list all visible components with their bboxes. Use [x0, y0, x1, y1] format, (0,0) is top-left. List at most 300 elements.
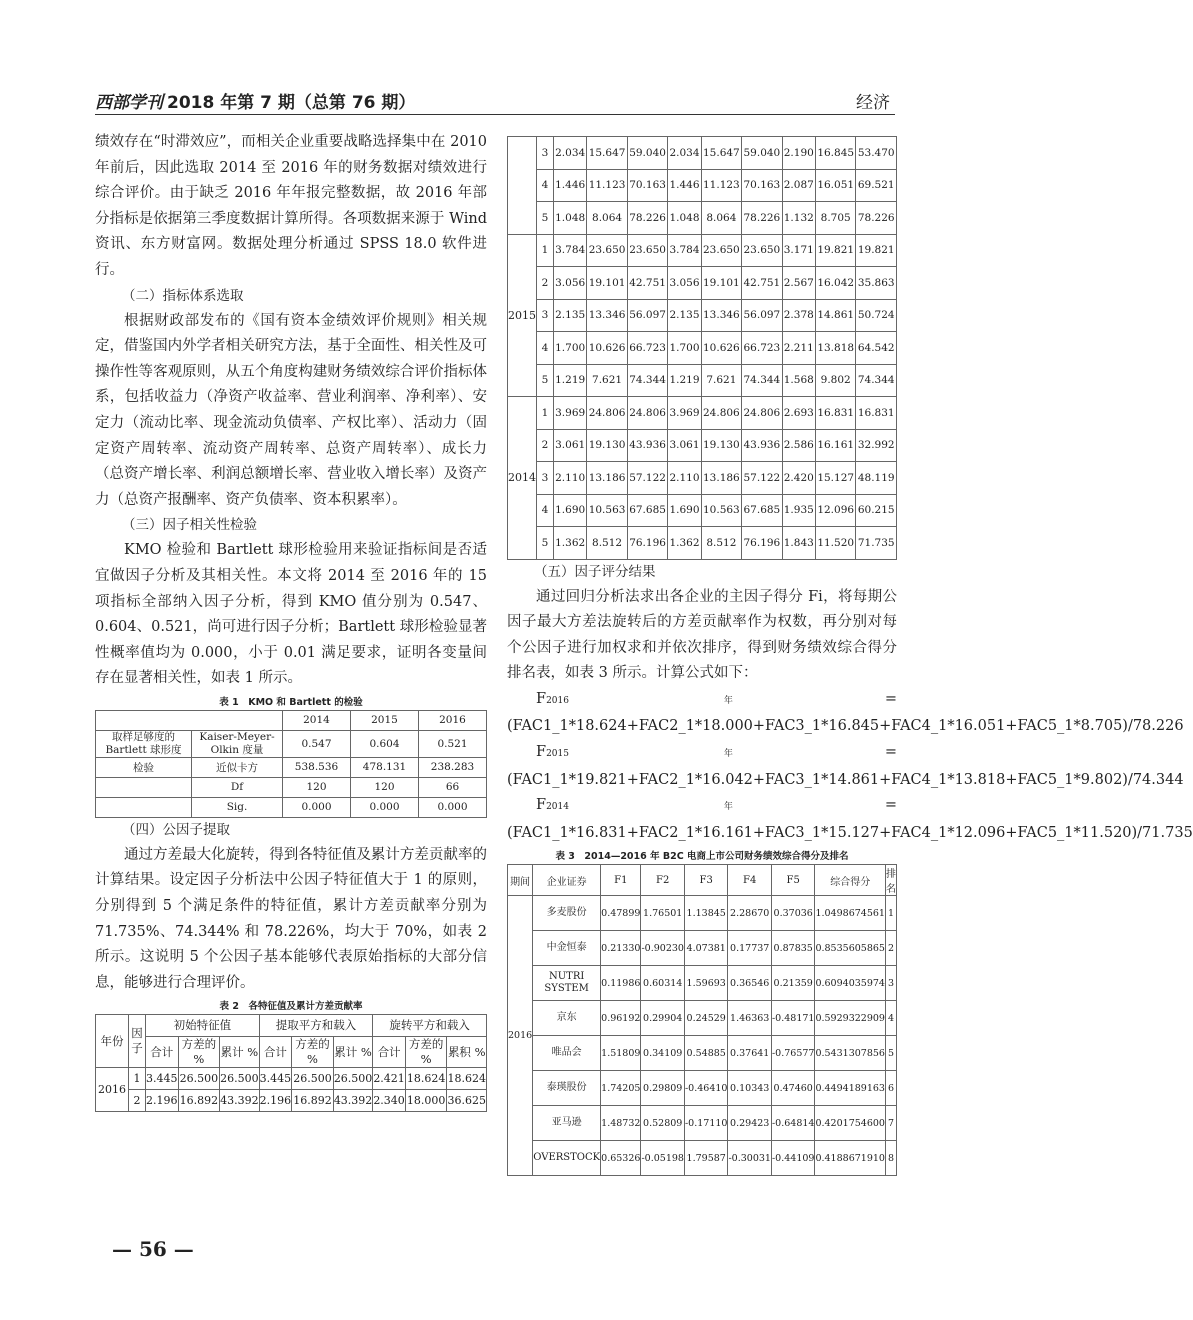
t3-head-cell: F1 [601, 865, 641, 896]
t2-cell: 26.500 [333, 1068, 373, 1090]
t3-cell: 4 [885, 1001, 896, 1036]
heading-indicators: （二）指标体系选取 [122, 287, 244, 304]
t3-cell: 1.59693 [684, 966, 728, 1001]
t2-head: 方差的 % [292, 1037, 334, 1068]
t2-cell: 2 [537, 429, 554, 462]
t2-cell: 18.000 [405, 1090, 447, 1112]
t2-year-cell: 2015 [508, 234, 537, 397]
t2-cell: 78.226 [627, 202, 668, 235]
t2-cell: 4 [537, 494, 554, 527]
table-row [508, 364, 897, 397]
t2-head: 累计 % [220, 1037, 260, 1068]
table-row [508, 397, 897, 430]
t1-kmo-label: Kaiser-Meyer-Olkin 度量 [192, 730, 283, 757]
formula-2016: F2016 年=(FAC1_1*18.624+FAC2_1*18.000+FAC3_1*16.845+FAC4_1*16.051+FAC5_1*8.705)/78.226 [507, 690, 1184, 735]
t2-cell: 35.863 [856, 267, 897, 300]
t2-head: 提取平方和载入 [259, 1015, 373, 1037]
t2-cell: 16.831 [815, 397, 856, 430]
t2-cell: 1.219 [554, 364, 587, 397]
header-rule [95, 114, 895, 115]
t2-cell: 1.935 [782, 494, 815, 527]
t2-cell: 59.040 [627, 137, 668, 170]
table-row [508, 299, 897, 332]
t2-cell: 2.567 [782, 267, 815, 300]
t2-cell: 1.843 [782, 527, 815, 560]
t2-cell: 4 [537, 169, 554, 202]
table-row [508, 137, 897, 170]
t2-cell: 43.392 [333, 1090, 373, 1112]
t3-cell: 0.34109 [641, 1036, 685, 1071]
t2-cell: 8.705 [815, 202, 856, 235]
t2-cell: 2.420 [782, 462, 815, 495]
t2-head: 方差的 % [405, 1037, 447, 1068]
t2-cell: 2.340 [373, 1090, 406, 1112]
t2-cell: 2.034 [554, 137, 587, 170]
t2-cell: 1.690 [554, 494, 587, 527]
kmo-table [95, 710, 487, 818]
t2-cell: 3.061 [554, 429, 587, 462]
paragraph-3: KMO 检验和 Bartlett 球形检验用来验证指标间是否适宜做因子分析及其相关性。本文将 2014 至 2016 年的 15 项指标全部纳入因子分析，得到 KMO 值分别为 0.547、0.604、0.521，尚可进行因子分析；Bartlett 球形检验显著性概率值均为 0.000，小于 0.01 满足要求，证明各变量间存在显著相关性，如表 1 所示。 [95, 542, 487, 687]
t2-cell: 10.626 [587, 332, 628, 365]
t2-cell: 10.563 [587, 494, 628, 527]
t2-cell: 3.056 [554, 267, 587, 300]
t2-cell: 1.219 [668, 364, 701, 397]
t2-head: 合计 [259, 1037, 292, 1068]
t3-cell: 0.60314 [641, 966, 685, 1001]
t2-cell: 2.110 [668, 462, 701, 495]
t2-cell: 57.122 [627, 462, 668, 495]
t2-cell: 2 [537, 267, 554, 300]
t3-cell: 0.65326 [601, 1141, 641, 1176]
t2-cell: 2 [129, 1090, 146, 1112]
t2-cell: 1.446 [668, 169, 701, 202]
eigenvalue-table-continued [507, 136, 897, 560]
t2-cell: 2.196 [146, 1090, 179, 1112]
t2-cell: 7.621 [701, 364, 742, 397]
t3-cell: 1.74205 [601, 1071, 641, 1106]
t3-cell: -0.46410 [684, 1071, 728, 1106]
t2-cell: 16.051 [815, 169, 856, 202]
table-row [508, 332, 897, 365]
t2-cell: 2.421 [373, 1068, 406, 1090]
t2-cell: 15.127 [815, 462, 856, 495]
t1-cell: 478.131 [351, 757, 419, 777]
t2-cell: 9.802 [815, 364, 856, 397]
table-row [508, 1141, 897, 1176]
issue-number: 2018 年第 7 期（总第 76 期） [167, 93, 416, 113]
t3-cell: 0.21359 [771, 966, 815, 1001]
t3-cell: 0.87835 [771, 931, 815, 966]
t3-cell: 0.54885 [684, 1036, 728, 1071]
t2-cell: 15.647 [701, 137, 742, 170]
journal-title [95, 88, 415, 113]
t2-cell: 3.784 [668, 234, 701, 267]
t3-cell: 0.10343 [728, 1071, 772, 1106]
t2-cell: 26.500 [178, 1068, 220, 1090]
t2-cell: 8.512 [701, 527, 742, 560]
t3-cell: 6 [885, 1071, 896, 1106]
t1-cell: 0.521 [419, 730, 487, 757]
formula-2014: F2014 年=(FAC1_1*16.831+FAC2_1*16.161+FAC3_1*15.127+FAC4_1*12.096+FAC5_1*11.520)/71.735 [507, 797, 1193, 841]
table-row [508, 169, 897, 202]
t3-cell: 2 [885, 931, 896, 966]
t3-company-cell: 多麦股份 [533, 896, 601, 931]
t3-head-cell: 期间 [508, 865, 533, 896]
t2-cell: 1 [537, 397, 554, 430]
table1-caption: 表 1 KMO 和 Bartlett 的检验 [219, 696, 363, 708]
table-row [508, 234, 897, 267]
t3-cell: -0.05198 [641, 1141, 685, 1176]
t2-head: 年份 [96, 1015, 129, 1068]
t2-cell: 8.512 [587, 527, 628, 560]
t3-cell: -0.48171 [771, 1001, 815, 1036]
t1-cell: 66 [419, 777, 487, 797]
score-ranking-table [507, 864, 897, 1176]
t3-head-cell: F5 [771, 865, 815, 896]
t2-cell: 56.097 [627, 299, 668, 332]
heading-scores: （五）因子评分结果 [534, 563, 656, 580]
t3-cell: 0.52809 [641, 1106, 685, 1141]
t2-cell: 64.542 [856, 332, 897, 365]
t2-cell: 3 [537, 137, 554, 170]
t2-cell: 1.048 [668, 202, 701, 235]
t2-cell: 15.647 [587, 137, 628, 170]
t2-cell: 1.568 [782, 364, 815, 397]
t1-year: 2016 [419, 710, 487, 730]
t3-cell: -0.90230 [641, 931, 685, 966]
t1-cell: 120 [351, 777, 419, 797]
t2-cell: 69.521 [856, 169, 897, 202]
heading-extraction: （四）公因子提取 [122, 821, 230, 838]
paragraph-4: 通过方差最大化旋转，得到各特征值及累计方差贡献率的计算结果。设定因子分析法中公因子特征值大于 1 的原则，分别得到 5 个满足条件的特征值，累计方差贡献率分别为 71.735%、74.344% 和 78.226%，均大于 70%，如表 2 所示。这说明 5 个公因子基本能够代表原始指标的大部分信息，能够进行合理评价。 [95, 846, 487, 991]
t2-cell: 11.123 [701, 169, 742, 202]
t3-cell: 3 [885, 966, 896, 1001]
formula-2015: F2015 年=(FAC1_1*19.821+FAC2_1*16.042+FAC3_1*14.861+FAC4_1*13.818+FAC5_1*9.802)/74.344 [507, 744, 1184, 788]
t2-cell: 71.735 [856, 527, 897, 560]
t2-cell: 78.226 [742, 202, 783, 235]
paragraph-1: 绩效存在“时滞效应”，而相关企业重要战略选择集中在 2010 年前后，因此选取 2014 至 2016 年的财务数据对绩效进行综合评价。由于缺乏 2016 年年报完整数据，故 2016 年部分指标是依据第三季度数据计算所得。各项数据来源于 Wind 资讯、东方财富网。数据处理分析通过 SPSS 18.0 软件进行。 [95, 134, 487, 278]
t2-cell: 43.936 [627, 429, 668, 462]
t1-label-b: 检验 [96, 757, 192, 777]
t2-cell: 26.500 [220, 1068, 260, 1090]
t2-cell: 42.751 [627, 267, 668, 300]
t2-cell: 8.064 [587, 202, 628, 235]
table-row [96, 1090, 487, 1112]
t2-cell: 74.344 [742, 364, 783, 397]
t2-cell: 74.344 [856, 364, 897, 397]
t3-head-cell: 企业证券 [533, 865, 601, 896]
t2-cell: 5 [537, 202, 554, 235]
t1-cell: 238.283 [419, 757, 487, 777]
t3-cell: -0.30031 [728, 1141, 772, 1176]
t2-cell: 50.724 [856, 299, 897, 332]
t3-cell: 1.51809 [601, 1036, 641, 1071]
t2-cell: 19.130 [701, 429, 742, 462]
t3-cell: 0.5431307856 [815, 1036, 886, 1071]
left-column [95, 130, 487, 1112]
t1-year: 2015 [351, 710, 419, 730]
t2-cell: 13.346 [587, 299, 628, 332]
t2-cell: 2.378 [782, 299, 815, 332]
table-row [508, 966, 897, 1001]
t2-cell: 3.784 [554, 234, 587, 267]
t2-cell: 67.685 [627, 494, 668, 527]
t3-cell: 0.4201754600 [815, 1106, 886, 1141]
paragraph-5: 通过回归分析法求出各企业的主因子得分 Fi，将每期公因子最大方差法旋转后的方差贡献率作为权数，再分别对每个公因子进行加权求和并依次排序，得到财务绩效综合得分排名表，如表 3 所示。计算公式如下： [507, 588, 897, 682]
t2-cell: 32.992 [856, 429, 897, 462]
t3-cell: 0.8535605865 [815, 931, 886, 966]
t3-cell: 1.13845 [684, 896, 728, 931]
t2-cell: 66.723 [742, 332, 783, 365]
t2-cell: 2.034 [668, 137, 701, 170]
table-row [508, 429, 897, 462]
t3-cell: 1.48732 [601, 1106, 641, 1141]
t2-cell: 70.163 [627, 169, 668, 202]
t2-cell: 1.362 [554, 527, 587, 560]
t2-cell: 1.700 [554, 332, 587, 365]
t3-head-cell: F2 [641, 865, 685, 896]
t2-cell: 13.186 [587, 462, 628, 495]
table-row [508, 462, 897, 495]
t2-head: 初始特征值 [146, 1015, 260, 1037]
t2-cell: 23.650 [701, 234, 742, 267]
t3-company-cell: 京东 [533, 1001, 601, 1036]
t3-cell: 0.29809 [641, 1071, 685, 1106]
t3-cell: 0.4494189163 [815, 1071, 886, 1106]
t1-cell: 0.000 [351, 797, 419, 817]
t3-head-cell: 综合得分 [815, 865, 886, 896]
t3-year-cell: 2016 [508, 896, 533, 1176]
t2-year-cell [508, 137, 537, 235]
table-row [508, 896, 897, 931]
t3-cell: 1.0498674561 [815, 896, 886, 931]
t3-cell: 1.46363 [728, 1001, 772, 1036]
t2-cell: 2.135 [668, 299, 701, 332]
t3-company-cell: 唯品会 [533, 1036, 601, 1071]
table3-caption: 表 3 2014—2016 年 B2C 电商上市公司财务绩效综合得分及排名 [555, 851, 849, 863]
t2-cell: 24.806 [627, 397, 668, 430]
t2-cell: 1.362 [668, 527, 701, 560]
t2-cell: 2.135 [554, 299, 587, 332]
t3-cell: 0.47899 [601, 896, 641, 931]
t1-label-a: 取样足够度的 Bartlett 球形度 [96, 730, 192, 757]
t2-cell: 1.700 [668, 332, 701, 365]
t1-cell: 0.547 [283, 730, 351, 757]
table-row [508, 527, 897, 560]
t2-cell: 24.806 [742, 397, 783, 430]
t2-cell: 2.110 [554, 462, 587, 495]
t3-cell: -0.76577 [771, 1036, 815, 1071]
page-header [95, 86, 890, 116]
table-row [508, 494, 897, 527]
t3-cell: 0.36546 [728, 966, 772, 1001]
t2-cell: 13.186 [701, 462, 742, 495]
t1-cell: 0.604 [351, 730, 419, 757]
t2-cell: 66.723 [627, 332, 668, 365]
right-column [507, 136, 1193, 1176]
t3-cell: 0.37641 [728, 1036, 772, 1071]
t2-cell: 56.097 [742, 299, 783, 332]
t2-cell: 1.048 [554, 202, 587, 235]
t1-cell: 120 [283, 777, 351, 797]
t2-cell: 76.196 [742, 527, 783, 560]
t2-cell: 23.650 [587, 234, 628, 267]
t2-cell: 16.831 [856, 397, 897, 430]
t2-cell: 16.161 [815, 429, 856, 462]
t3-cell: -0.17110 [684, 1106, 728, 1141]
table-row [508, 1036, 897, 1071]
t2-cell: 3 [537, 299, 554, 332]
t2-cell: 3.445 [259, 1068, 292, 1090]
t2-year-cell: 2014 [508, 397, 537, 560]
t2-cell: 19.101 [587, 267, 628, 300]
t2-cell: 2.196 [259, 1090, 292, 1112]
t3-company-cell: 亚马逊 [533, 1106, 601, 1141]
t3-cell: 0.24529 [684, 1001, 728, 1036]
t2-cell: 36.625 [447, 1090, 487, 1112]
t2-cell: 60.215 [856, 494, 897, 527]
t2-cell: 18.624 [405, 1068, 447, 1090]
t1-year: 2014 [283, 710, 351, 730]
t3-cell: 0.5929322909 [815, 1001, 886, 1036]
t2-cell: 74.344 [627, 364, 668, 397]
t2-cell: 23.650 [627, 234, 668, 267]
t1-sig-label: Sig. [192, 797, 283, 817]
t2-cell: 14.861 [815, 299, 856, 332]
t2-cell: 2.211 [782, 332, 815, 365]
t3-cell: 4.07381 [684, 931, 728, 966]
t3-cell: 2.28670 [728, 896, 772, 931]
t2-cell: 4 [537, 332, 554, 365]
t2-head: 合计 [373, 1037, 406, 1068]
t2-cell: 10.563 [701, 494, 742, 527]
t3-company-cell: OVERSTOCK [533, 1141, 601, 1176]
t2-cell: 16.892 [178, 1090, 220, 1112]
t2-head: 因子 [129, 1015, 146, 1068]
t2-cell: 5 [537, 527, 554, 560]
t3-cell: 0.6094035974 [815, 966, 886, 1001]
t3-cell: 0.17737 [728, 931, 772, 966]
t2-cell: 43.392 [220, 1090, 260, 1112]
t2-cell: 3.969 [554, 397, 587, 430]
t2-cell: 1.446 [554, 169, 587, 202]
t2-cell: 16.892 [292, 1090, 334, 1112]
t2-cell: 19.130 [587, 429, 628, 462]
t3-cell: 5 [885, 1036, 896, 1071]
t2-cell: 43.936 [742, 429, 783, 462]
t2-cell: 11.520 [815, 527, 856, 560]
t3-cell: 0.4188671910 [815, 1141, 886, 1176]
t1-chi-label: 近似卡方 [192, 757, 283, 777]
t3-cell: 0.21330 [601, 931, 641, 966]
t2-cell: 19.821 [815, 234, 856, 267]
table-row [508, 202, 897, 235]
t2-cell: 24.806 [701, 397, 742, 430]
t3-cell: 0.47460 [771, 1071, 815, 1106]
t2-cell: 3.969 [668, 397, 701, 430]
t2-cell: 78.226 [856, 202, 897, 235]
paragraph-2: 根据财政部发布的《国有资本金绩效评价规则》相关规定，借鉴国内外学者相关研究方法，基于全面性、相关性及可操作性等客观原则，从五个角度构建财务绩效综合评价指标体系，包括收益力（净资产收益率、营业利润率、净利率）、安定力（流动比率、现金流动负债率、产权比率）、活动力（固定资产周转率、流动资产周转率、总资产周转率）、成长力（总资产增长率、利润总额增长率、营业收入增长率）及资产力（总资产报酬率、资产负债率、资本积累率）。 [95, 312, 487, 508]
t2-cell: 19.101 [701, 267, 742, 300]
t2-cell: 2.190 [782, 137, 815, 170]
t2-cell: 18.624 [447, 1068, 487, 1090]
table-row [96, 1068, 487, 1090]
t3-cell: 0.11986 [601, 966, 641, 1001]
t2-cell: 3.171 [782, 234, 815, 267]
t3-cell: 0.29423 [728, 1106, 772, 1141]
t2-cell: 11.123 [587, 169, 628, 202]
t2-head: 方差的 % [178, 1037, 220, 1068]
t3-head-cell: F4 [728, 865, 772, 896]
t2-cell: 1.132 [782, 202, 815, 235]
t2-cell: 1 [129, 1068, 146, 1090]
t1-cell: 0.000 [283, 797, 351, 817]
t2-cell: 67.685 [742, 494, 783, 527]
t3-cell: 1.79587 [684, 1141, 728, 1176]
t1-cell: 538.536 [283, 757, 351, 777]
t3-cell: 0.29904 [641, 1001, 685, 1036]
t3-cell: 0.96192 [601, 1001, 641, 1036]
t3-cell: 0.37036 [771, 896, 815, 931]
t2-cell: 3.445 [146, 1068, 179, 1090]
t2-cell: 24.806 [587, 397, 628, 430]
t2-cell: 19.821 [856, 234, 897, 267]
t2-head: 旋转平方和载入 [373, 1015, 487, 1037]
t2-cell: 23.650 [742, 234, 783, 267]
t3-cell: 8 [885, 1141, 896, 1176]
t2-cell: 2.586 [782, 429, 815, 462]
t2-cell: 53.470 [856, 137, 897, 170]
journal-logo: 西部学刊 [95, 93, 163, 113]
t2-cell: 2.693 [782, 397, 815, 430]
t2-cell: 10.626 [701, 332, 742, 365]
page-number: — 56 — [112, 1237, 194, 1261]
t2-cell: 1.690 [668, 494, 701, 527]
table-row [508, 1001, 897, 1036]
t2-cell: 3.056 [668, 267, 701, 300]
t2-cell: 1 [537, 234, 554, 267]
t2-head: 累积 % [447, 1037, 487, 1068]
t2-cell: 76.196 [627, 527, 668, 560]
t3-company-cell: 中金恒泰 [533, 931, 601, 966]
t2-cell: 3.061 [668, 429, 701, 462]
t2-cell: 42.751 [742, 267, 783, 300]
t2-cell: 3 [537, 462, 554, 495]
t2-head: 累计 % [333, 1037, 373, 1068]
t2-cell: 8.064 [701, 202, 742, 235]
t2-cell: 5 [537, 364, 554, 397]
t2-cell: 7.621 [587, 364, 628, 397]
t2-cell: 13.346 [701, 299, 742, 332]
t2-cell: 16.042 [815, 267, 856, 300]
t2-head: 合计 [146, 1037, 179, 1068]
table-row [508, 267, 897, 300]
t2-cell: 26.500 [292, 1068, 334, 1090]
section-label: 经济 [856, 93, 890, 113]
table-row [508, 1106, 897, 1141]
eigenvalue-table [95, 1014, 487, 1112]
t2-cell: 16.845 [815, 137, 856, 170]
t2-cell: 57.122 [742, 462, 783, 495]
t2-cell: 2.087 [782, 169, 815, 202]
t3-company-cell: NUTRI SYSTEM [533, 966, 601, 1001]
t3-cell: 7 [885, 1106, 896, 1141]
t2-cell: 13.818 [815, 332, 856, 365]
t3-head-cell: 排名 [885, 865, 896, 896]
t3-head-cell: F3 [684, 865, 728, 896]
t2-year-cell: 2016 [96, 1068, 129, 1112]
t1-cell: 0.000 [419, 797, 487, 817]
